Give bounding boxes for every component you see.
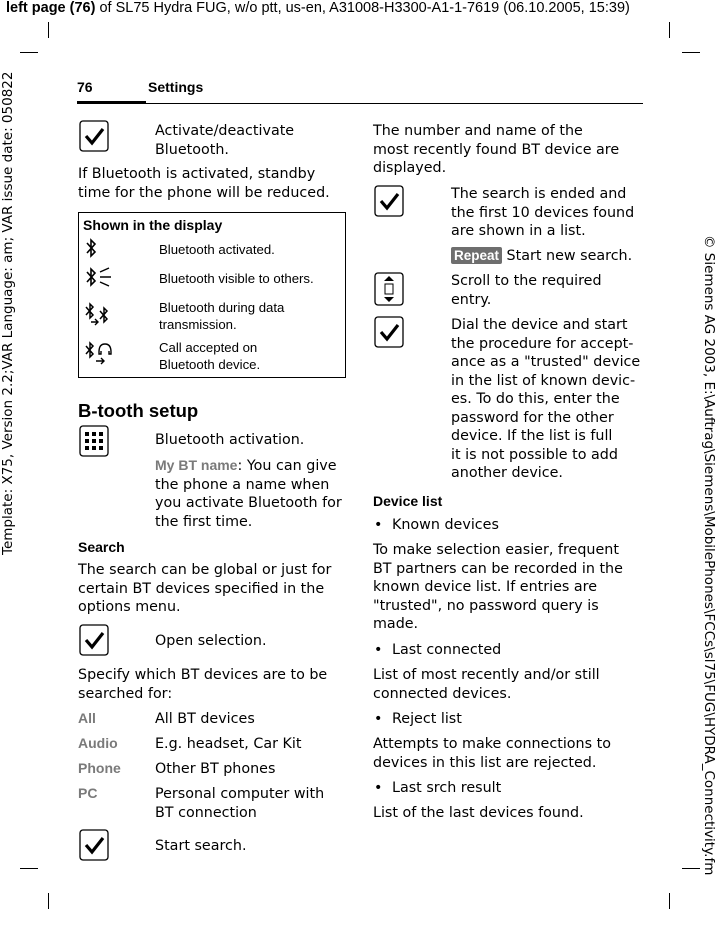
text-line: BT partners can be recorded in the <box>373 560 623 577</box>
search-text <box>78 561 331 617</box>
text-line: you activate Bluetooth for <box>155 495 342 511</box>
list-item: • Last srch result <box>392 779 501 798</box>
scroll-text <box>451 272 602 309</box>
menu-key-icon <box>79 425 109 461</box>
text-line: time for the phone will be reduced. <box>78 184 330 201</box>
option-key: All <box>78 710 96 726</box>
banner-info: of SL75 Hydra FUG, w/o ptt, us-en, A31008-H3300-A1-1-7619 (06.10.2005, 15:39) <box>95 0 630 16</box>
option-desc: Other BT phones <box>155 761 276 777</box>
list-item: • Last connected <box>392 641 501 660</box>
section-title: Settings <box>148 79 204 95</box>
last-connected-text <box>373 666 600 703</box>
crop-mark <box>669 22 670 38</box>
text-line: devices in this list are rejected. <box>373 754 597 771</box>
my-bt-name-label: My BT name <box>155 457 238 473</box>
crop-mark <box>20 52 38 53</box>
text-line: Dial the device and start <box>451 317 628 333</box>
right-margin-text <box>697 235 719 925</box>
option-key: PC <box>78 785 98 801</box>
text-line: certain BT devices specified in the <box>78 580 325 597</box>
text-line: options menu. <box>78 599 181 615</box>
list-item: • Known devices <box>392 516 499 535</box>
text-fragment: : You can give <box>237 458 337 474</box>
header-rule-thin <box>146 103 643 104</box>
select-key-icon <box>374 316 404 352</box>
text-line: it is not possible to add <box>451 446 618 463</box>
text-line: made. <box>373 616 419 632</box>
left-margin-text <box>0 71 22 660</box>
bluetooth-visible-icon <box>83 266 115 292</box>
option-desc: E.g. headset, Car Kit <box>155 736 302 752</box>
device-list-heading: Device list <box>373 493 443 509</box>
text-line: another device. <box>451 465 563 481</box>
search-ended-text <box>451 185 634 241</box>
copyright-path: © Siemens AG 2003, E:\Auftrag\Siemens\MobilePhones\FCCs\sl75\FUG\HYDRA_Connectivity.fm <box>701 235 717 876</box>
setup-heading: B-tooth setup <box>78 400 199 421</box>
text-line: the first time. <box>155 513 253 530</box>
search-heading: Search <box>78 539 125 555</box>
text-line: in the list of known devic- <box>451 372 636 389</box>
text-line: Activate/deactivate <box>155 123 295 139</box>
display-symbols-box <box>78 212 346 378</box>
bluetooth-call-icon <box>83 341 115 369</box>
text-line: most recently found BT device are <box>373 141 620 158</box>
select-key-icon <box>79 120 109 156</box>
text-line: Bluetooth device. <box>159 356 261 372</box>
open-selection-text: Open selection. <box>155 633 267 649</box>
crop-mark <box>669 893 670 909</box>
display-row-text: Bluetooth activated. <box>159 242 275 257</box>
template-info: Template: X75, Version 2.2;VAR Language: am; VAR issue date: 050822 <box>0 71 16 555</box>
page-number: 76 <box>77 79 93 95</box>
last-srch-text: List of the last devices found. <box>373 805 584 821</box>
dial-text <box>451 316 640 483</box>
display-row-text <box>159 300 284 333</box>
repeat-line <box>451 247 632 266</box>
text-line: List of most recently and/or still <box>373 667 600 683</box>
option-desc <box>155 785 324 822</box>
repeat-softkey: Repeat <box>451 247 502 264</box>
text-line: the first 10 devices found <box>451 204 635 221</box>
option-desc: All BT devices <box>155 711 255 727</box>
my-bt-name-block <box>155 456 342 531</box>
text-line: password for the other <box>451 409 614 426</box>
text-line: Bluetooth. <box>155 141 229 158</box>
known-devices-text <box>373 541 623 634</box>
standby-note <box>78 165 330 202</box>
list-item: • Reject list <box>392 710 462 729</box>
text-line: The search can be global or just for <box>78 562 332 578</box>
text-line: BT connection <box>155 804 257 821</box>
activate-text <box>155 122 294 159</box>
banner-page-label: left page (76) <box>6 0 96 16</box>
select-key-icon <box>79 829 109 865</box>
text-line: The number and name of the <box>373 123 583 139</box>
text-line: Attempts to make connections to <box>373 736 611 752</box>
text-line: ance as a "trusted" device <box>451 354 641 370</box>
bt-activation-text: Bluetooth activation. <box>155 432 305 448</box>
text-line: "trusted", no password query is <box>373 597 599 614</box>
select-key-icon <box>79 624 109 660</box>
bluetooth-activated-icon <box>83 237 99 263</box>
repeat-desc: Start new search. <box>502 248 633 264</box>
display-row-text <box>159 340 260 373</box>
select-key-icon <box>374 185 404 221</box>
crop-mark <box>20 868 38 869</box>
text-line: device. If the list is full <box>451 428 613 444</box>
text-line: Personal computer with <box>155 786 325 802</box>
text-line: known device list. If entries are <box>373 579 597 595</box>
crop-mark <box>48 22 49 38</box>
specify-text <box>78 666 327 703</box>
bluetooth-data-icon <box>83 302 115 330</box>
text-line: connected devices. <box>373 685 512 702</box>
text-line: Call accepted on <box>159 340 258 355</box>
display-row-text: Bluetooth visible to others. <box>159 271 314 286</box>
text-line: Scroll to the required <box>451 273 602 289</box>
text-line: the procedure for accept- <box>451 335 634 352</box>
navigation-key-icon <box>374 272 404 310</box>
text-line: es. To do this, enter the <box>451 391 620 407</box>
text-line: displayed. <box>373 160 447 176</box>
top-banner <box>6 0 630 16</box>
text-line: searched for: <box>78 685 173 702</box>
start-search-text: Start search. <box>155 838 247 854</box>
header-rule-thick <box>77 101 146 104</box>
found-text <box>373 122 619 178</box>
text-line: If Bluetooth is activated, standby <box>78 166 316 182</box>
text-line: are shown in a list. <box>451 223 586 239</box>
text-line: transmission. <box>159 316 237 332</box>
crop-mark <box>682 52 700 53</box>
text-line: the phone a name when <box>155 476 330 493</box>
text-line: Bluetooth during data <box>159 300 285 315</box>
text-line: To make selection easier, frequent <box>373 542 619 558</box>
display-box-title: Shown in the display <box>83 217 223 233</box>
option-key: Audio <box>78 735 118 751</box>
reject-list-text <box>373 735 611 772</box>
text-line <box>155 456 342 476</box>
option-key: Phone <box>78 760 121 776</box>
text-line: entry. <box>451 291 492 308</box>
text-line: Specify which BT devices are to be <box>78 667 328 683</box>
text-line: The search is ended and <box>451 186 627 202</box>
crop-mark <box>48 893 49 909</box>
